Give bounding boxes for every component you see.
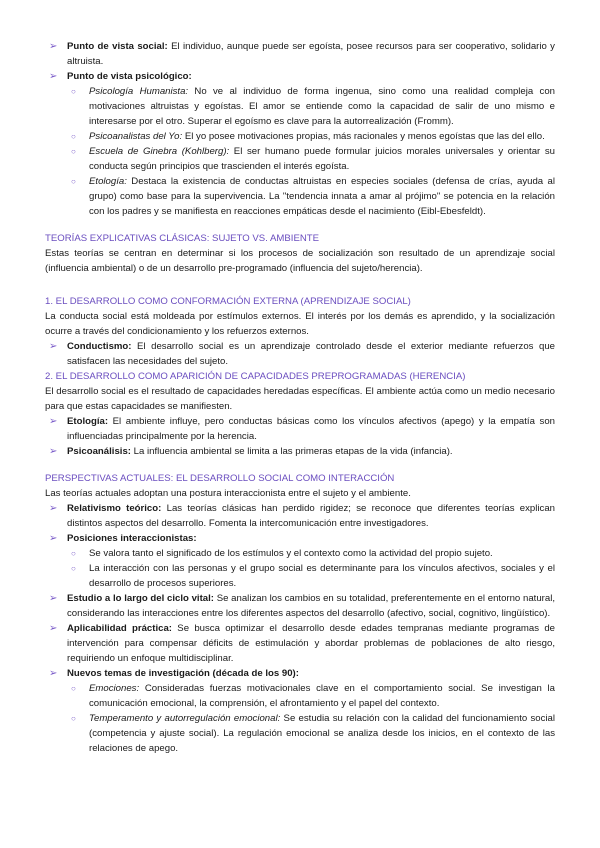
arrow-bullet-icon: ➢	[49, 41, 58, 52]
list-item: ○ Etología: Destaca la existencia de conductas altruistas en especies sociales (defensa de crías, ayuda al grupo) como base para la supervivencia. La "tendencia innata a amar al prójimo" se potencia en la relación con los padres y se manifiesta en reacciones empáticas desde el nacimiento (Eibl-Ebesfeldt).	[71, 176, 555, 217]
list-item: ➢ Punto de vista psicológico:	[49, 71, 192, 82]
list-item: ○ Psicoanalistas del Yo: El yo posee motivaciones propias, más racionales y menos egoístas que las del ello.	[71, 131, 545, 142]
arrow-bullet-icon: ➢	[49, 668, 58, 679]
paragraph: La conducta social está moldeada por estímulos externos. El interés por los demás es aprendido, y la socialización ocurre a través del condicionamiento y los refuerzos externos.	[45, 311, 555, 337]
list-item: ○ Se valora tanto el significado de los estímulos y el contexto como la actividad del propio sujeto.	[71, 548, 493, 559]
arrow-bullet-icon: ➢	[49, 341, 58, 352]
arrow-bullet-icon: ➢	[49, 446, 58, 457]
list-item: ➢ Posiciones interaccionistas:	[49, 533, 197, 544]
list-item: ➢ Punto de vista social: El individuo, aunque puede ser egoísta, posee recursos para ser cooperativo, solidario y altruista.	[49, 41, 555, 67]
paragraph: Estas teorías se centran en determinar si los procesos de socialización son resultado de un aprendizaje social (influencia ambiental) o de un desarrollo pre-programado (influencia del sujeto/herencia).	[45, 248, 555, 274]
circle-bullet-icon: ○	[71, 147, 76, 156]
list-item: ○ Temperamento y autorregulación emocional: Se estudia su relación con la calidad del funcionamiento social (competencia y ajuste social). La regulación emocional se analiza desde los inicios, en el contexto de las relaciones de apego.	[71, 713, 555, 754]
list-item: ➢ Relativismo teórico: Las teorías clásicas han perdido rigidez; se reconoce que diferentes teorías explican distintos aspectos del desarrollo. Fomenta la intercomunicación entre investigadores.	[49, 503, 555, 529]
list-item: ○ Psicología Humanista: No ve al individuo de forma ingenua, sino como una realidad compleja con motivaciones altruistas y egoístas. El amor se entiende como la capacidad de salir de uno mismo e interesarse por el otro. Superar el egoísmo es clave para la autorrealización (Fromm).	[71, 86, 556, 127]
list-item: ➢ Estudio a lo largo del ciclo vital: Se analizan los cambios en su totalidad, preferentemente en el entorno natural, considerando las interacciones entre los diferentes aspectos del desarrollo (afectivo, social, cognitivo, lingüístico).	[49, 593, 555, 619]
paragraph: Las teorías actuales adoptan una postura interaccionista entre el sujeto y el ambiente.	[45, 488, 411, 499]
arrow-bullet-icon: ➢	[49, 623, 58, 634]
circle-bullet-icon: ○	[71, 549, 76, 558]
list-item: ➢ Nuevos temas de investigación (década de los 90):	[49, 668, 299, 679]
list-item: ○ Escuela de Ginebra (Kohlberg): El ser humano puede formular juicios morales universales y orientar su conducta según principios que trascienden el interés egoísta.	[71, 146, 555, 172]
section-heading: 1. EL DESARROLLO COMO CONFORMACIÓN EXTERNA (APRENDIZAJE SOCIAL)	[45, 296, 411, 307]
paragraph: El desarrollo social es el resultado de capacidades heredadas específicas. El ambiente actúa como un medio necesario para que estas capacidades se manifiesten.	[45, 386, 555, 412]
arrow-bullet-icon: ➢	[49, 593, 58, 604]
circle-bullet-icon: ○	[71, 684, 76, 693]
circle-bullet-icon: ○	[71, 132, 76, 141]
circle-bullet-icon: ○	[71, 564, 76, 573]
arrow-bullet-icon: ➢	[49, 533, 58, 544]
section-heading: TEORÍAS EXPLICATIVAS CLÁSICAS: SUJETO VS. AMBIENTE	[45, 233, 320, 244]
arrow-bullet-icon: ➢	[49, 71, 58, 82]
circle-bullet-icon: ○	[71, 177, 76, 186]
list-item: ➢ Conductismo: El desarrollo social es un aprendizaje controlado desde el exterior mediante refuerzos que satisfacen las necesidades del sujeto.	[49, 341, 555, 367]
list-item: ➢ Aplicabilidad práctica: Se busca optimizar el desarrollo desde edades tempranas mediante programas de intervención para compensar déficits de estimulación y abordar problemas de poblaciones de alto riesgo, requiriendo un enfoque multidisciplinar.	[49, 623, 555, 664]
circle-bullet-icon: ○	[71, 87, 76, 96]
section-heading: PERSPECTIVAS ACTUALES: EL DESARROLLO SOCIAL COMO INTERACCIÓN	[45, 473, 395, 484]
list-item: ➢ Psicoanálisis: La influencia ambiental se limita a las primeras etapas de la vida (infancia).	[49, 446, 453, 457]
section-heading: 2. EL DESARROLLO COMO APARICIÓN DE CAPACIDADES PREPROGRAMADAS (HERENCIA)	[45, 371, 466, 382]
arrow-bullet-icon: ➢	[49, 503, 58, 514]
list-item: ○ La interacción con las personas y el grupo social es determinante para los vínculos afectivos, sociales y el desarrollo de procesos superiores.	[71, 563, 555, 589]
list-item: ➢ Etología: El ambiente influye, pero conductas básicas como los vínculos afectivos (apego) y la empatía son influenciadas principalmente por la herencia.	[49, 416, 555, 442]
list-item: ○ Emociones: Consideradas fuerzas motivacionales clave en el comportamiento social. Se investigan la comunicación emocional, la comprensión, el afrontamiento y el papel del contexto.	[71, 683, 555, 709]
arrow-bullet-icon: ➢	[49, 416, 58, 427]
circle-bullet-icon: ○	[71, 714, 76, 723]
